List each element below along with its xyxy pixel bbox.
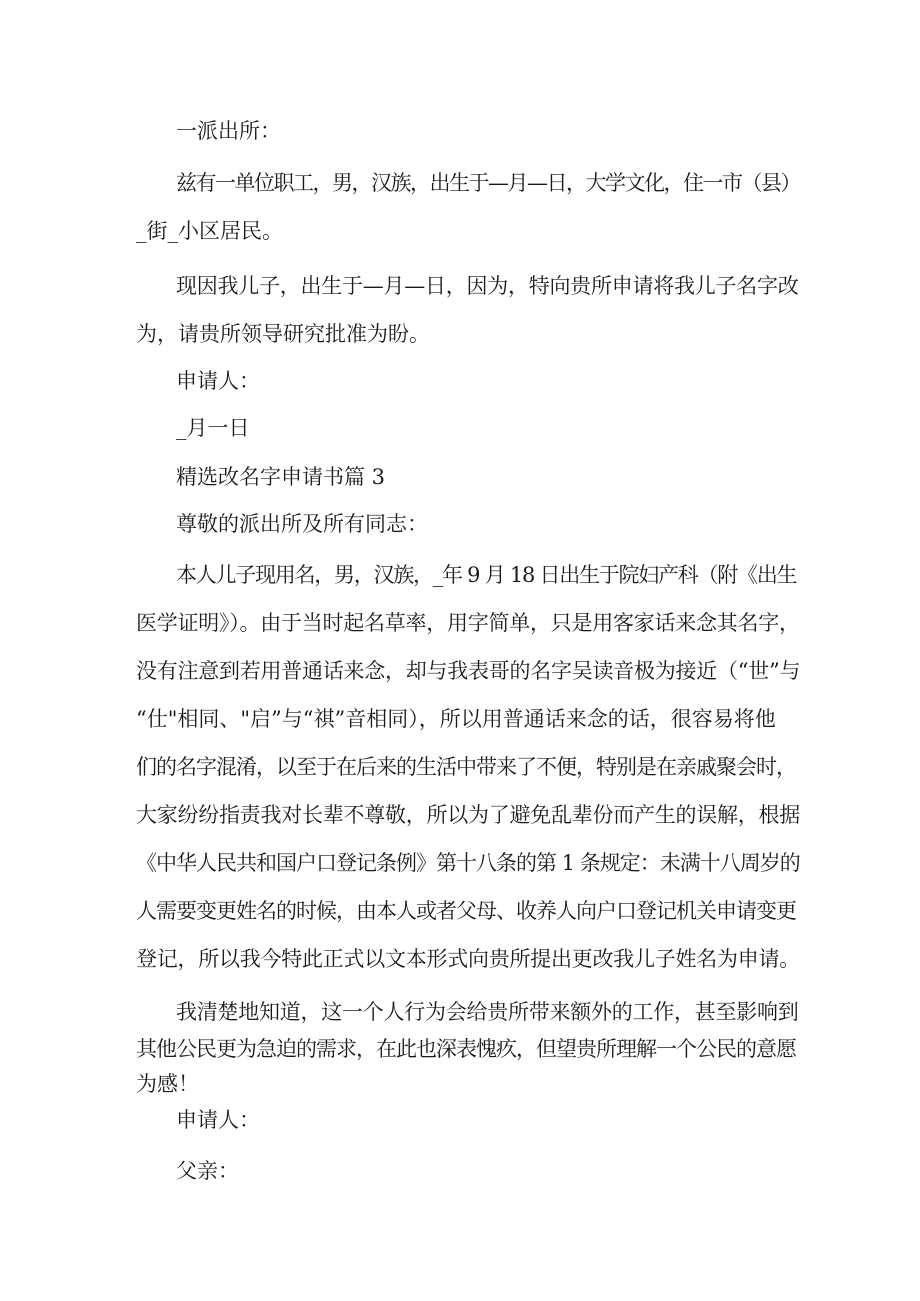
text-line: 尊敬的派出所及所有同志： — [176, 512, 428, 536]
text-line: 父亲： — [176, 1159, 239, 1183]
date-line — [136, 404, 800, 452]
text-line: 精选改名字申请书篇 3 — [176, 465, 386, 489]
paragraph-reason — [136, 551, 800, 983]
salutation-police-station — [136, 107, 800, 155]
text-line: 为感！ — [136, 1072, 199, 1096]
text-line: 现因我儿子，出生于—月—日，因为，特向贵所申请将我儿子名字改 — [176, 274, 799, 298]
text-line: 一派出所： — [176, 119, 281, 143]
paragraph-applicant-info — [136, 159, 800, 255]
paragraph-apology — [136, 992, 800, 1102]
text-line: 大家纷纷指责我对长辈不尊敬，所以为了避免乱辈份而产生的误解，根据 — [136, 803, 800, 827]
section-heading — [136, 453, 800, 501]
text-line: 人需要变更姓名的时候，由本人或者父母、收养人向户口登记机关申请变更 — [136, 899, 796, 923]
text-line: 《中华人民共和国户口登记条例》第十八条的第 1 条规定：未满十八周岁的 — [136, 851, 800, 875]
applicant-label-2 — [136, 1096, 800, 1144]
text-line: 登记，所以我今特此正式以文本形式向贵所提出更改我儿子姓名为申请。 — [136, 947, 800, 971]
text-line: 申请人： — [176, 369, 260, 393]
text-line: _街_小区居民。 — [136, 219, 283, 243]
text-line: _月一日 — [176, 416, 250, 440]
text-line: 我清楚地知道，这一个人行为会给贵所带来额外的工作，甚至影响到 — [176, 1000, 799, 1024]
applicant-label — [136, 357, 800, 405]
father-label — [136, 1147, 800, 1195]
text-line: 申请人： — [176, 1108, 260, 1132]
paragraph-rename-request — [136, 262, 800, 358]
text-line: “仕"相同、"启”与“祺”音相同），所以用普通话来念的话，很容易将他 — [136, 707, 776, 731]
text-line: 医学证明》）。由于当时起名草率，用字简单，只是用客家话来念其名字， — [136, 611, 800, 635]
text-line: 兹有一单位职工，男，汉族，出生于—月—日，大学文化，住一市（县） — [176, 171, 800, 195]
text-line: 本人儿子现用名，男，汉族，_年 9 月 18 日出生于院妇产科（附《出生 — [176, 563, 797, 587]
text-line: 为，请贵所领导研究批准为盼。 — [136, 322, 430, 346]
text-line: 没有注意到若用普通话来念，却与我表哥的名字吴读音极为接近（“世”与 — [136, 659, 801, 683]
salutation-respected — [136, 500, 800, 548]
text-line: 们的名字混淆，以至于在后来的生活中带来了不便，特别是在亲戚聚会时， — [136, 755, 796, 779]
text-line: 其他公民更为急迫的需求，在此也深表愧疚，但望贵所理解一个公民的意愿 — [136, 1037, 796, 1061]
